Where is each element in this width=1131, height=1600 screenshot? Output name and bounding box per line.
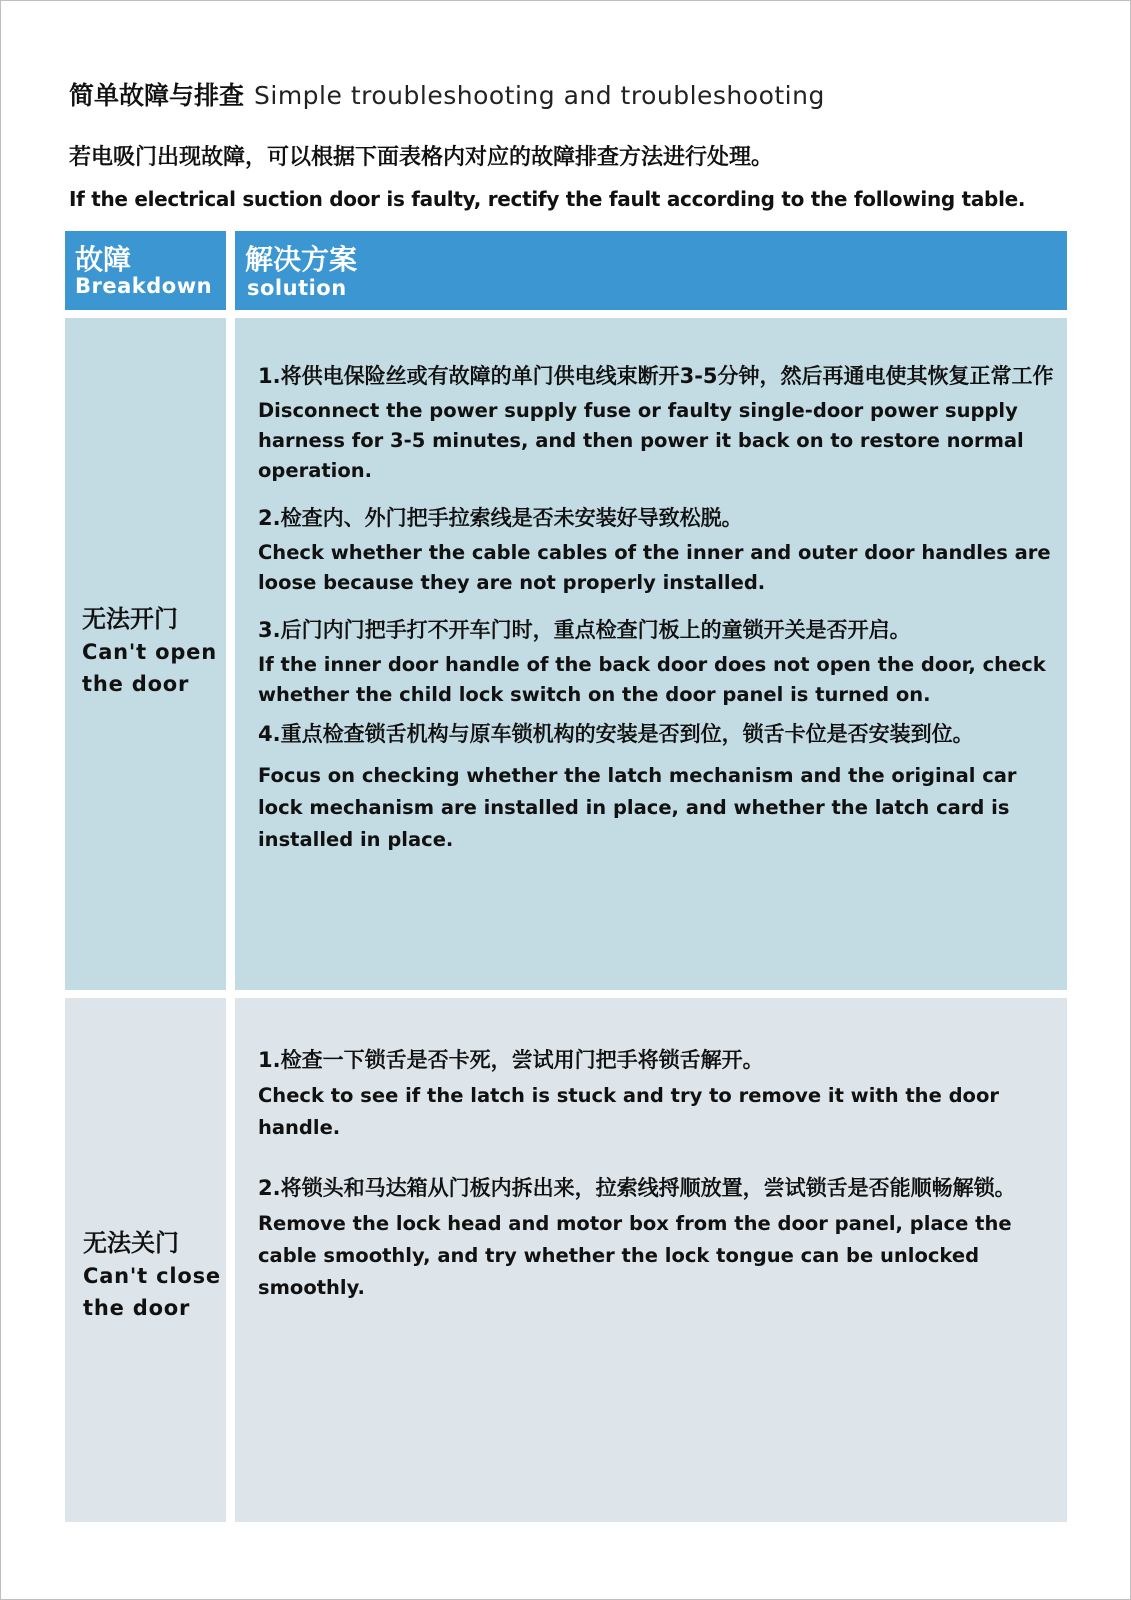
solution-cell-open <box>235 318 1067 990</box>
page-title <box>69 76 825 112</box>
breakdown-cell-open <box>65 318 226 990</box>
intro-text-en: If the electrical suction door is faulty, rectify the fault according to the following table. <box>69 187 1026 211</box>
solution-item <box>258 612 1058 710</box>
solution-cell-close <box>235 998 1067 1522</box>
table-header-solution <box>235 231 1067 310</box>
solution-zh: 1.将供电保险丝或有故障的单门供电线束断开3-5分钟，然后再通电使其恢复正常工作 <box>258 364 1054 388</box>
solution-en: Check whether the cable cables of the inner and outer door handles are loose because they are not properly installed. <box>258 541 1051 594</box>
header-solution-zh: 解决方案 <box>245 243 358 276</box>
header-solution-en: solution <box>247 276 347 300</box>
breakdown-open <box>82 602 222 700</box>
solution-en: Focus on checking whether the latch mechanism and the original car lock mechanism are installed in place, and whether the latch card is installed in place. <box>258 764 1017 851</box>
solution-item <box>258 1170 1058 1304</box>
solution-item <box>258 358 1058 486</box>
table-header-breakdown <box>65 231 226 310</box>
solution-zh: 1.检查一下锁舌是否卡死，尝试用门把手将锁舌解开。 <box>258 1048 764 1072</box>
header-breakdown-zh: 故障 <box>75 243 132 276</box>
intro-text-zh: 若电吸门出现故障，可以根据下面表格内对应的故障排查方法进行处理。 <box>69 145 774 170</box>
solution-item <box>258 1042 1058 1144</box>
solution-zh: 3.后门内门把手打不开车门时，重点检查门板上的童锁开关是否开启。 <box>258 618 911 642</box>
page-title-en: Simple troubleshooting and troubleshooting <box>254 81 825 110</box>
solution-list-open <box>258 358 1058 870</box>
breakdown-cell-close <box>65 998 226 1522</box>
breakdown-open-en: Can't open the door <box>82 640 217 696</box>
breakdown-close <box>83 1226 223 1324</box>
solution-en: If the inner door handle of the back door does not open the door, check whether the child lock switch on the door panel is turned on. <box>258 653 1046 706</box>
solution-en: Disconnect the power supply fuse or faulty single-door power supply harness for 3-5 minutes, and then power it back on to restore normal operation. <box>258 399 1024 482</box>
solution-en: Check to see if the latch is stuck and try to remove it with the door handle. <box>258 1084 999 1139</box>
solution-zh: 4.重点检查锁舌机构与原车锁机构的安装是否到位，锁舌卡位是否安装到位。 <box>258 722 974 746</box>
breakdown-close-en: Can't close the door <box>83 1264 221 1320</box>
solution-item <box>258 716 1058 856</box>
breakdown-open-zh: 无法开门 <box>82 605 178 633</box>
solution-zh: 2.检查内、外门把手拉索线是否未安装好导致松脱。 <box>258 506 743 530</box>
solution-item <box>258 500 1058 598</box>
solution-list-close <box>258 1042 1058 1318</box>
header-breakdown-en: Breakdown <box>75 274 213 298</box>
solution-en: Remove the lock head and motor box from the door panel, place the cable smoothly, and try whether the lock tongue can be unlocked smoothly. <box>258 1212 1012 1299</box>
solution-zh: 2.将锁头和马达箱从门板内拆出来，拉索线捋顺放置，尝试锁舌是否能顺畅解锁。 <box>258 1176 1016 1200</box>
breakdown-close-zh: 无法关门 <box>83 1229 179 1257</box>
page-title-zh: 简单故障与排查 <box>69 81 245 110</box>
